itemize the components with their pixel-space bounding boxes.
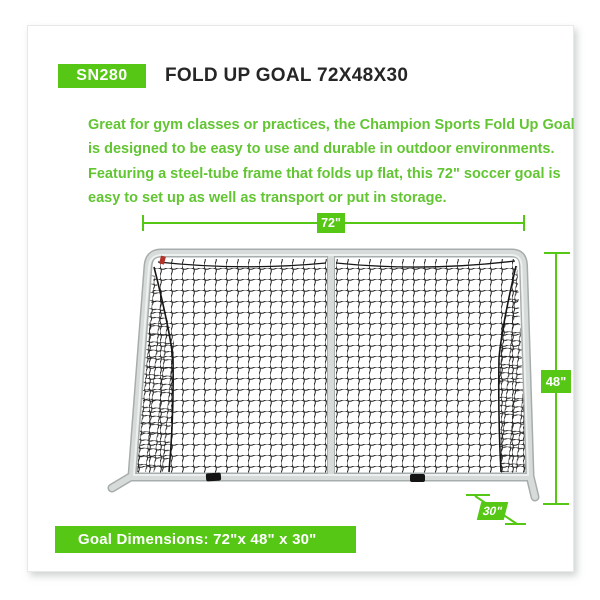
net-strap-tabs bbox=[206, 472, 425, 482]
net-left-half bbox=[137, 259, 327, 473]
sku-badge: SN280 bbox=[58, 64, 146, 88]
goal-frame bbox=[112, 253, 535, 497]
depth-dimension-label: 30" bbox=[477, 502, 508, 520]
net-edges bbox=[154, 261, 516, 472]
dimension-lines bbox=[143, 215, 570, 524]
dimensions-banner: Goal Dimensions: 72"x 48" x 30" bbox=[55, 526, 356, 553]
height-dimension-label: 48" bbox=[541, 370, 571, 393]
page-title: FOLD UP GOAL 72X48X30 bbox=[165, 65, 409, 86]
net-right-half bbox=[335, 259, 527, 473]
red-corner-tag bbox=[159, 256, 166, 265]
right-side-net bbox=[499, 264, 528, 472]
width-dimension-label: 72" bbox=[317, 213, 345, 233]
left-side-net bbox=[134, 264, 174, 472]
product-description: Great for gym classes or practices, the Champion Sports Fold Up Goal is designed to be easy to use and durable in outdoor environments. Featuring a steel-tube frame that folds up flat, this 72" soccer goal is easy to set up as well as transport or put in storage. bbox=[88, 116, 575, 207]
product-card bbox=[27, 25, 574, 572]
